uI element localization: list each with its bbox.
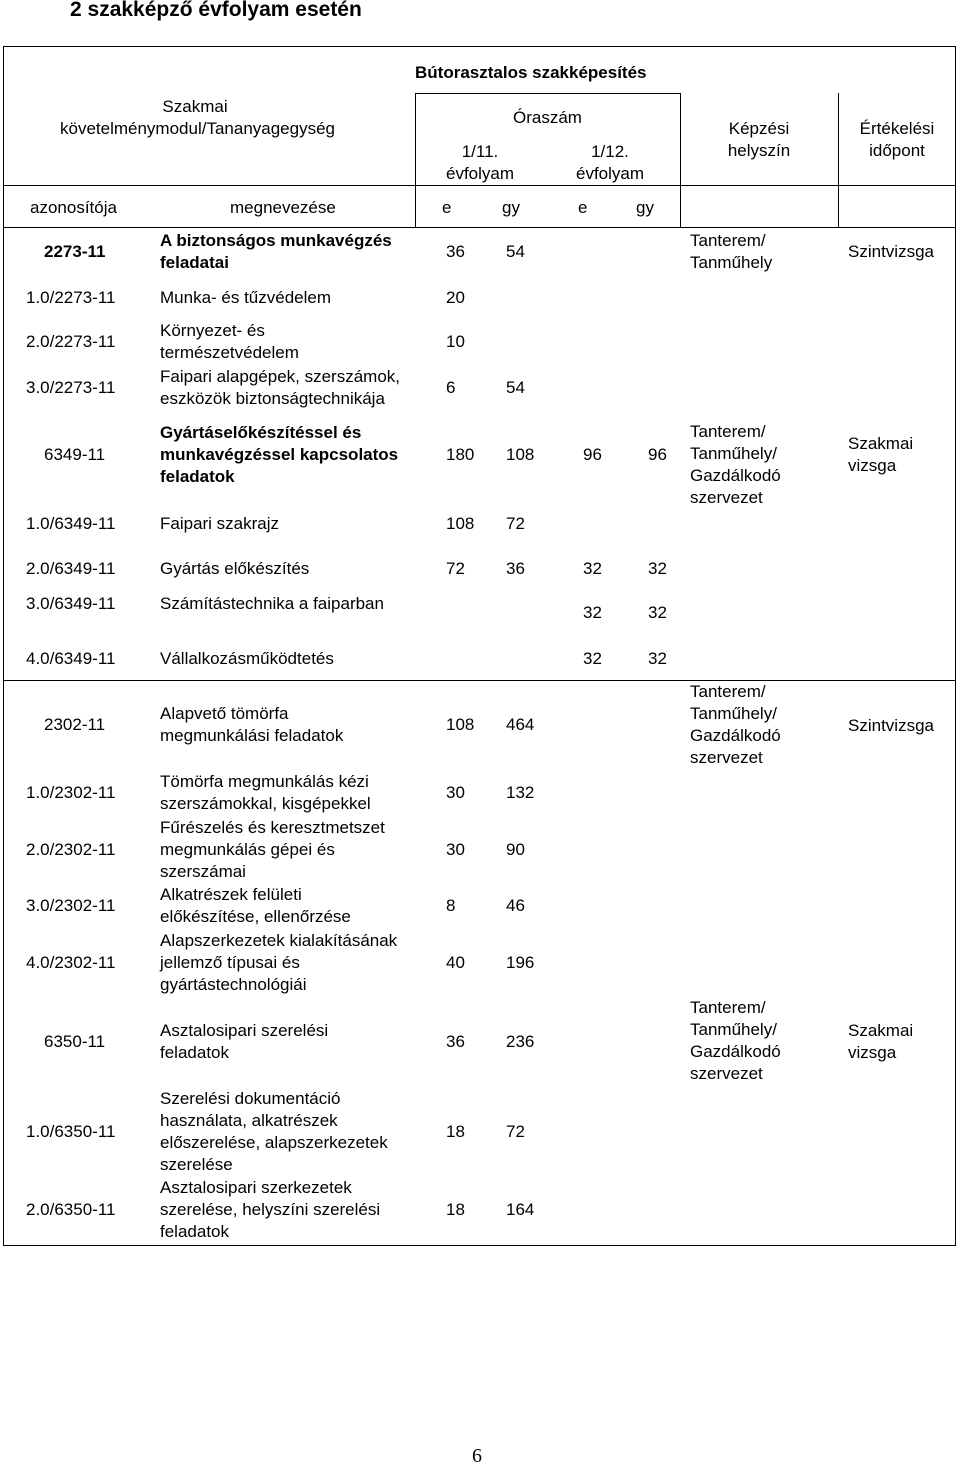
- row-id: 2.0/6349-11: [26, 559, 116, 578]
- row-name: szerszámokkal, kisgépekkel: [160, 794, 371, 813]
- row-value-e1: 18: [446, 1122, 465, 1141]
- row-value-e2: 32: [583, 603, 602, 622]
- row-location: Tanműhely/: [690, 1020, 777, 1039]
- row-value-e1: 20: [446, 288, 465, 307]
- row-value-gy2: 32: [648, 603, 667, 622]
- row-value-gy2: 96: [648, 445, 667, 464]
- row-name: Munka- és tűzvédelem: [160, 288, 332, 307]
- row-location: Tanterem/: [690, 682, 766, 701]
- gy-column-header: gy: [502, 198, 520, 217]
- row-value-e1: 30: [446, 783, 465, 802]
- eval-header: időpont: [869, 141, 925, 160]
- row-name: Tömörfa megmunkálás kézi: [160, 772, 369, 791]
- row-value-gy1: 164: [506, 1200, 535, 1219]
- row-value-gy1: 54: [506, 242, 525, 261]
- row-location: Tanterem/: [690, 231, 766, 250]
- e-column-header: e: [442, 198, 452, 217]
- row-name: előkészítése, ellenőrzése: [160, 907, 351, 926]
- qualification-title: Bútorasztalos szakképesítés: [415, 63, 647, 82]
- row-id: 4.0/6349-11: [26, 649, 116, 668]
- row-id: 2273-11: [44, 242, 106, 261]
- row-evaluation: vizsga: [848, 456, 897, 475]
- row-value-gy1: 54: [506, 378, 525, 397]
- row-value-e1: 180: [446, 445, 475, 464]
- page-number: 6: [472, 1445, 482, 1467]
- row-name: Asztalosipari szerelési: [160, 1021, 329, 1040]
- row-location: Gazdálkodó: [690, 1042, 781, 1061]
- row-location: szervezet: [690, 748, 763, 767]
- row-location: Tanterem/: [690, 998, 766, 1017]
- row-id: 6350-11: [44, 1032, 106, 1051]
- row-name: Asztalosipari szerkezetek: [160, 1178, 352, 1197]
- row-name: előszerelése, alapszerkezetek: [160, 1133, 388, 1152]
- row-value-gy1: 464: [506, 715, 535, 734]
- row-value-e1: 108: [446, 514, 475, 533]
- row-id: 6349-11: [44, 445, 106, 464]
- row-name: eszközök biztonságtechnikája: [160, 389, 385, 408]
- row-name: szerelése, helyszíni szerelési: [160, 1200, 381, 1219]
- row-name: Környezet- és: [160, 321, 265, 340]
- row-value-gy1: 196: [506, 953, 535, 972]
- row-location: szervezet: [690, 1064, 763, 1083]
- row-evaluation: Szintvizsga: [848, 716, 934, 735]
- row-value-gy1: 72: [506, 1122, 525, 1141]
- row-value-e1: 108: [446, 715, 475, 734]
- row-evaluation: Szakmai: [848, 1021, 914, 1040]
- row-name: Fűrészelés és keresztmetszet: [160, 818, 385, 837]
- row-name: Gyártáselőkészítéssel és: [160, 423, 362, 442]
- row-name: Alapvető tömörfa: [160, 704, 289, 723]
- row-value-e1: 40: [446, 953, 465, 972]
- row-name: A biztonságos munkavégzés: [160, 231, 392, 250]
- module-label: Szakmai: [162, 97, 228, 116]
- row-name: feladatok: [160, 1043, 229, 1062]
- row-name: megmunkálási feladatok: [160, 726, 344, 745]
- e-column-header: e: [578, 198, 588, 217]
- row-value-e1: 8: [446, 896, 456, 915]
- row-name: Alapszerkezetek kialakításának: [160, 931, 398, 950]
- row-id: 1.0/6350-11: [26, 1122, 116, 1141]
- row-value-gy2: 32: [648, 559, 667, 578]
- row-id: 2.0/2273-11: [26, 332, 116, 351]
- row-value-e1: 6: [446, 378, 456, 397]
- row-value-e1: 30: [446, 840, 465, 859]
- row-evaluation: Szakmai: [848, 434, 914, 453]
- row-location: Tanműhely: [690, 253, 773, 272]
- row-name: feladatai: [160, 253, 229, 272]
- eval-header: Értékelési: [859, 119, 935, 138]
- row-value-gy1: 46: [506, 896, 525, 915]
- row-name: munkavégzéssel kapcsolatos: [160, 445, 399, 464]
- row-value-e1: 36: [446, 242, 465, 261]
- page-heading: 2 szakképző évfolyam esetén: [70, 0, 362, 21]
- gy-column-header: gy: [636, 198, 654, 217]
- row-value-e2: 96: [583, 445, 602, 464]
- row-value-gy1: 72: [506, 514, 525, 533]
- row-location: Tanterem/: [690, 422, 766, 441]
- row-value-e1: 10: [446, 332, 465, 351]
- row-value-e1: 36: [446, 1032, 465, 1051]
- module-label: követelménymodul/Tananyagegység: [60, 119, 336, 138]
- row-name: természetvédelem: [160, 343, 299, 362]
- row-name: szerelése: [160, 1155, 233, 1174]
- row-name: Szerelési dokumentáció: [160, 1089, 341, 1108]
- year1-label: évfolyam: [445, 164, 515, 183]
- divider: [3, 185, 956, 186]
- row-name: Gyártás előkészítés: [160, 559, 310, 578]
- row-value-e1: 72: [446, 559, 465, 578]
- row-value-gy1: 236: [506, 1032, 535, 1051]
- row-evaluation: vizsga: [848, 1043, 897, 1062]
- divider: [3, 227, 956, 228]
- row-value-gy1: 108: [506, 445, 535, 464]
- row-id: 1.0/2302-11: [26, 783, 116, 802]
- row-name: Faipari szakrajz: [160, 514, 280, 533]
- row-id: 2.0/6350-11: [26, 1200, 116, 1219]
- divider: [415, 93, 680, 94]
- year2-label: 1/12.: [591, 142, 629, 161]
- row-id: 1.0/6349-11: [26, 514, 116, 533]
- row-name: Alkatrészek felületi: [160, 885, 302, 904]
- row-id: 3.0/6349-11: [26, 594, 116, 613]
- row-location: Tanműhely/: [690, 704, 777, 723]
- row-name: gyártástechnológiái: [160, 975, 307, 994]
- row-id: 3.0/2302-11: [26, 896, 116, 915]
- location-header: Képzési: [728, 119, 790, 138]
- row-name: feladatok: [160, 1222, 229, 1241]
- row-value-e1: 18: [446, 1200, 465, 1219]
- name-column-header: megnevezése: [230, 198, 336, 217]
- row-name: jellemző típusai és: [160, 953, 300, 972]
- year1-label: 1/11.: [461, 142, 499, 161]
- row-id: 2302-11: [44, 715, 106, 734]
- row-value-gy1: 90: [506, 840, 525, 859]
- row-location: szervezet: [690, 488, 763, 507]
- hours-label: Óraszám: [513, 108, 582, 127]
- row-id: 2.0/2302-11: [26, 840, 116, 859]
- row-value-e2: 32: [583, 649, 602, 668]
- row-name: Faipari alapgépek, szerszámok,: [160, 367, 401, 386]
- row-value-e2: 32: [583, 559, 602, 578]
- row-id: 1.0/2273-11: [26, 288, 116, 307]
- row-id: 3.0/2273-11: [26, 378, 116, 397]
- row-id: 4.0/2302-11: [26, 953, 116, 972]
- row-name: Számítástechnika a faiparban: [160, 594, 384, 613]
- curriculum-table: [3, 46, 956, 1246]
- year2-label: évfolyam: [575, 164, 645, 183]
- row-location: Gazdálkodó: [690, 726, 781, 745]
- row-name: szerszámai: [160, 862, 246, 881]
- row-value-gy1: 36: [506, 559, 525, 578]
- divider: [3, 680, 956, 681]
- row-location: Gazdálkodó: [690, 466, 781, 485]
- location-header: helyszín: [727, 141, 791, 160]
- row-name: feladatok: [160, 467, 235, 486]
- row-value-gy1: 132: [506, 783, 535, 802]
- row-name: Vállalkozásműködtetés: [160, 649, 334, 668]
- row-location: Tanműhely/: [690, 444, 777, 463]
- row-value-gy2: 32: [648, 649, 667, 668]
- row-evaluation: Szintvizsga: [848, 242, 934, 261]
- id-column-header: azonosítója: [30, 198, 117, 217]
- row-name: használata, alkatrészek: [160, 1111, 338, 1130]
- row-name: megmunkálás gépei és: [160, 840, 335, 859]
